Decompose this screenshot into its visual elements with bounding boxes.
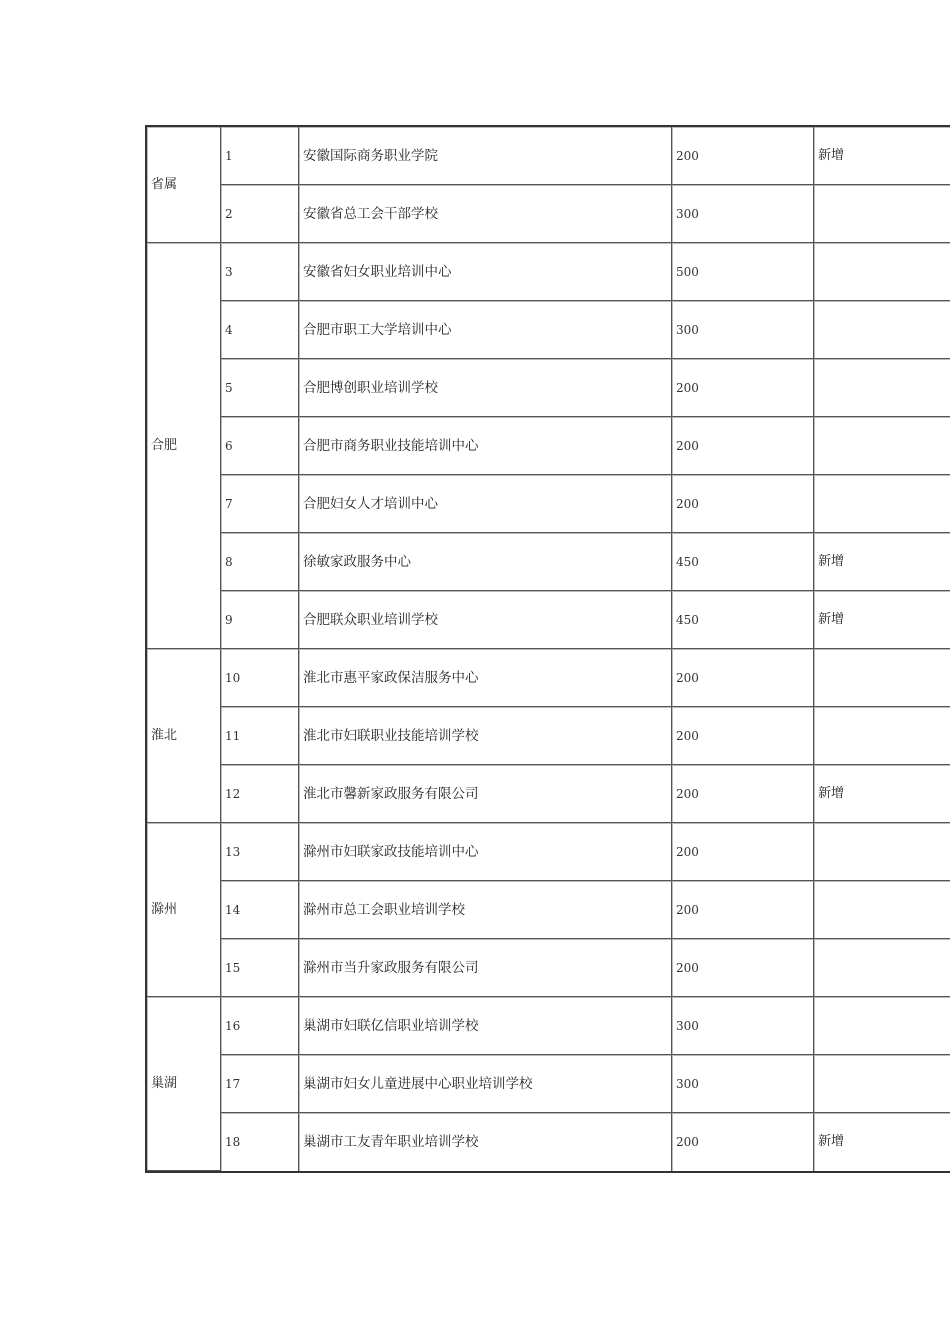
institution-name: 合肥市职工大学培训中心 [299, 301, 672, 359]
table-row [147, 185, 950, 243]
quota-value: 450 [672, 591, 814, 649]
institution-name: 合肥市商务职业技能培训中心 [299, 417, 672, 475]
row-number: 8 [221, 533, 299, 591]
note-cell [814, 243, 950, 301]
table-row [147, 823, 950, 881]
table-row [147, 475, 950, 533]
quota-value: 200 [672, 765, 814, 823]
table-row [147, 765, 950, 823]
row-number: 6 [221, 417, 299, 475]
table-row [147, 939, 950, 997]
note-cell [814, 301, 950, 359]
institution-name: 巢湖市工友青年职业培训学校 [299, 1113, 672, 1171]
institution-name: 滁州市妇联家政技能培训中心 [299, 823, 672, 881]
institution-name: 合肥博创职业培训学校 [299, 359, 672, 417]
row-number: 7 [221, 475, 299, 533]
table-row [147, 533, 950, 591]
row-number: 10 [221, 649, 299, 707]
region-cell: 省属 [147, 127, 221, 243]
table-row [147, 997, 950, 1055]
note-cell: 新增 [814, 533, 950, 591]
table-row [147, 301, 950, 359]
note-cell [814, 1055, 950, 1113]
quota-value: 500 [672, 243, 814, 301]
quota-value: 200 [672, 127, 814, 185]
institution-name: 合肥联众职业培训学校 [299, 591, 672, 649]
institution-name: 巢湖市妇女儿童进展中心职业培训学校 [299, 1055, 672, 1113]
region-cell: 滁州 [147, 823, 221, 997]
quota-value: 200 [672, 823, 814, 881]
note-cell [814, 475, 950, 533]
note-cell: 新增 [814, 127, 950, 185]
quota-value: 200 [672, 1113, 814, 1171]
row-number: 11 [221, 707, 299, 765]
table-row [147, 591, 950, 649]
note-cell: 新增 [814, 591, 950, 649]
quota-value: 200 [672, 881, 814, 939]
note-cell [814, 997, 950, 1055]
institution-name: 滁州市总工会职业培训学校 [299, 881, 672, 939]
quota-value: 200 [672, 475, 814, 533]
institution-name: 安徽省妇女职业培训中心 [299, 243, 672, 301]
institution-name: 合肥妇女人才培训中心 [299, 475, 672, 533]
row-number: 5 [221, 359, 299, 417]
quota-value: 300 [672, 1055, 814, 1113]
row-number: 12 [221, 765, 299, 823]
quota-value: 300 [672, 997, 814, 1055]
quota-value: 200 [672, 417, 814, 475]
note-cell [814, 707, 950, 765]
row-number: 17 [221, 1055, 299, 1113]
institution-name: 安徽省总工会干部学校 [299, 185, 672, 243]
note-cell [814, 649, 950, 707]
region-cell: 巢湖 [147, 997, 221, 1171]
training-institutions-table [147, 127, 950, 1171]
quota-value: 200 [672, 359, 814, 417]
table-row [147, 1113, 950, 1171]
row-number: 14 [221, 881, 299, 939]
row-number: 9 [221, 591, 299, 649]
note-cell [814, 939, 950, 997]
row-number: 2 [221, 185, 299, 243]
training-institutions-table-frame [145, 125, 950, 1173]
quota-value: 200 [672, 939, 814, 997]
institution-name: 安徽国际商务职业学院 [299, 127, 672, 185]
note-cell [814, 823, 950, 881]
row-number: 15 [221, 939, 299, 997]
institution-name: 淮北市惠平家政保洁服务中心 [299, 649, 672, 707]
note-cell: 新增 [814, 1113, 950, 1171]
note-cell [814, 359, 950, 417]
note-cell: 新增 [814, 765, 950, 823]
row-number: 18 [221, 1113, 299, 1171]
table-row [147, 707, 950, 765]
region-cell: 合肥 [147, 243, 221, 649]
quota-value: 300 [672, 301, 814, 359]
table-row [147, 1055, 950, 1113]
table-row [147, 881, 950, 939]
row-number: 4 [221, 301, 299, 359]
table-row [147, 417, 950, 475]
institution-name: 徐敏家政服务中心 [299, 533, 672, 591]
row-number: 3 [221, 243, 299, 301]
quota-value: 450 [672, 533, 814, 591]
row-number: 13 [221, 823, 299, 881]
note-cell [814, 417, 950, 475]
table-row [147, 359, 950, 417]
quota-value: 200 [672, 707, 814, 765]
quota-value: 200 [672, 649, 814, 707]
row-number: 16 [221, 997, 299, 1055]
institution-name: 滁州市当升家政服务有限公司 [299, 939, 672, 997]
table-row [147, 649, 950, 707]
institution-name: 淮北市馨新家政服务有限公司 [299, 765, 672, 823]
institution-name: 淮北市妇联职业技能培训学校 [299, 707, 672, 765]
table-row [147, 243, 950, 301]
region-cell: 淮北 [147, 649, 221, 823]
row-number: 1 [221, 127, 299, 185]
note-cell [814, 185, 950, 243]
table-row [147, 127, 950, 185]
quota-value: 300 [672, 185, 814, 243]
note-cell [814, 881, 950, 939]
institution-name: 巢湖市妇联亿信职业培训学校 [299, 997, 672, 1055]
